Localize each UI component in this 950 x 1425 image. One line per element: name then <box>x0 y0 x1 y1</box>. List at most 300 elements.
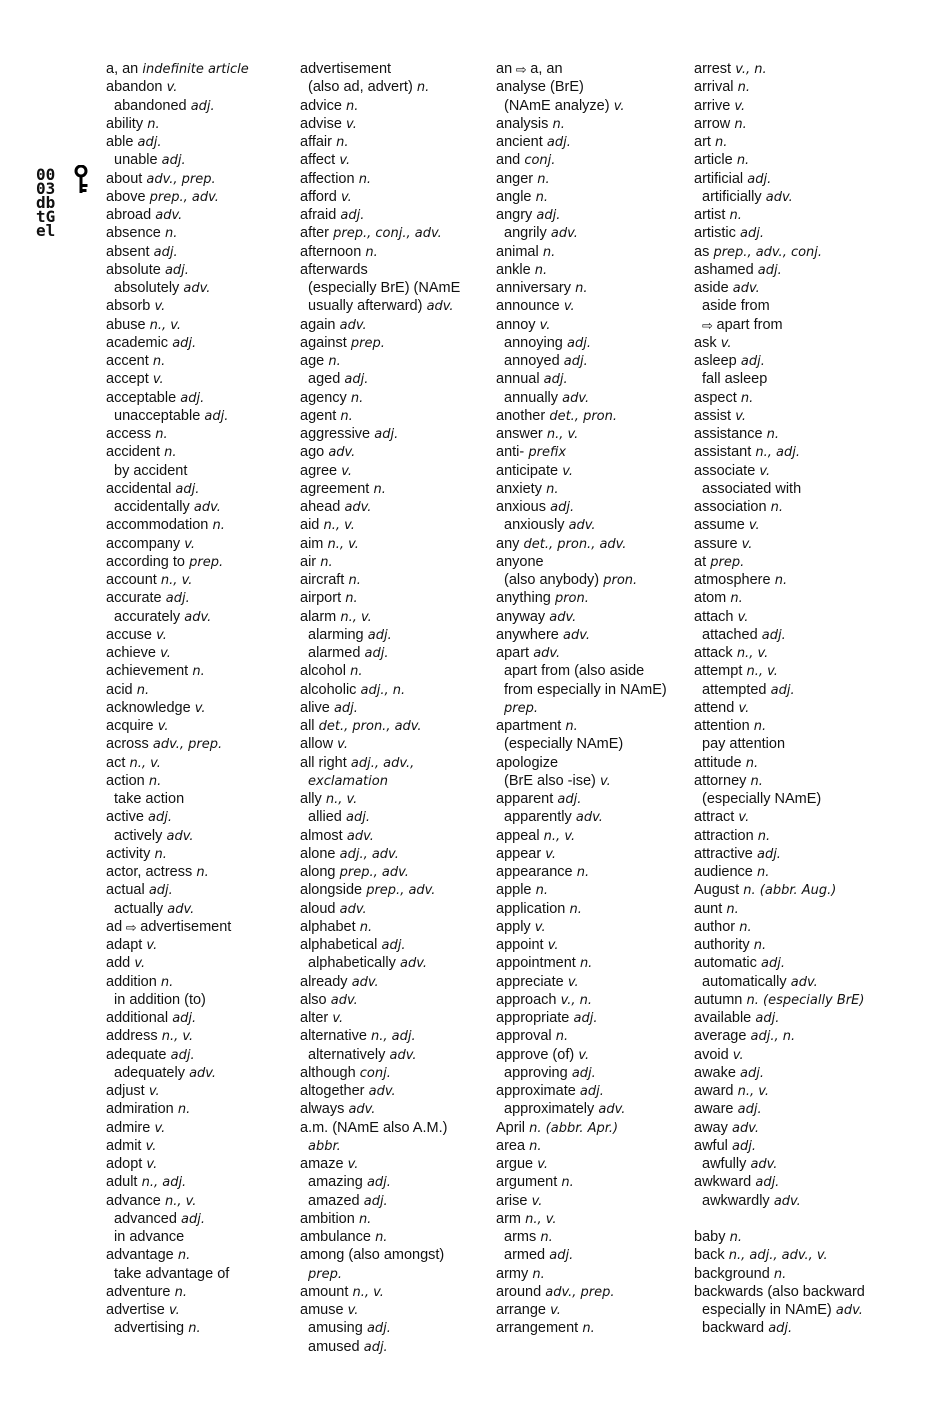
dictionary-entry <box>300 735 460 753</box>
headword: add <box>106 955 131 972</box>
dictionary-entry <box>300 188 460 206</box>
headword: action <box>106 772 145 789</box>
headword: pay attention <box>702 736 786 753</box>
part-of-speech: n., v. <box>520 1211 557 1227</box>
headword: admit <box>106 1137 142 1154</box>
dictionary-entry <box>496 863 667 881</box>
dictionary-entry <box>106 626 249 644</box>
dictionary-entry <box>496 462 667 480</box>
dictionary-entry <box>300 790 460 808</box>
part-of-speech: n. <box>710 135 728 150</box>
headword: arrive <box>694 97 731 114</box>
part-of-speech: pron. <box>550 591 589 607</box>
dictionary-entry <box>106 188 249 206</box>
part-of-speech: n. <box>156 974 174 990</box>
dictionary-entry <box>300 1246 460 1264</box>
headword: take advantage of <box>114 1265 230 1282</box>
headword: awful <box>694 1137 728 1154</box>
part-of-speech: v. <box>150 299 166 315</box>
part-of-speech: n. <box>570 281 588 296</box>
part-of-speech: v. <box>543 938 559 953</box>
part-of-speech: n. <box>557 1175 574 1191</box>
dictionary-entry <box>694 1082 865 1100</box>
part-of-speech: n., v. <box>539 828 576 844</box>
headword: and <box>496 152 521 169</box>
headword: aggressive <box>300 426 371 442</box>
dictionary-entry <box>694 1192 865 1210</box>
dictionary-entry <box>694 918 865 936</box>
dictionary-entry <box>496 681 667 699</box>
dictionary-entry <box>300 1027 460 1045</box>
dictionary-entry <box>300 571 460 589</box>
dictionary-entry <box>106 224 249 242</box>
headword: approximately <box>504 1101 595 1118</box>
dictionary-entry <box>106 735 249 753</box>
part-of-speech: n., v. <box>156 573 193 588</box>
part-of-speech: v. <box>541 846 557 862</box>
dictionary-entry <box>496 1210 667 1228</box>
part-of-speech: v. <box>734 810 750 826</box>
dictionary-entry <box>106 973 249 991</box>
dictionary-entry <box>694 243 865 261</box>
dictionary-entry <box>106 808 249 826</box>
headword: afternoon <box>300 243 362 260</box>
part-of-speech: adv. <box>558 390 590 406</box>
part-of-speech: adv. <box>769 1193 801 1209</box>
headword: apartment <box>496 718 562 734</box>
dictionary-entry <box>496 279 667 297</box>
part-of-speech: adj. <box>377 938 406 953</box>
headword: advertise <box>106 1302 165 1318</box>
headword: actor, actress <box>106 864 193 880</box>
dictionary-entry <box>496 754 667 772</box>
headword: almost <box>300 827 343 844</box>
headword: addition <box>106 973 157 990</box>
part-of-speech: n., v. <box>160 1193 197 1209</box>
dictionary-entry <box>496 1246 667 1264</box>
dictionary-entry <box>694 462 865 480</box>
part-of-speech: conj. <box>520 153 556 169</box>
headword: affection <box>300 170 355 187</box>
headword: appear <box>496 845 542 862</box>
dictionary-entry <box>300 1338 460 1356</box>
part-of-speech: adj. <box>727 1138 756 1154</box>
dictionary-entry <box>496 991 667 1009</box>
dictionary-entry <box>106 60 249 78</box>
part-of-speech: n. <box>336 408 353 424</box>
dictionary-entry <box>694 370 865 388</box>
headword: aid <box>300 517 320 534</box>
dictionary-entry <box>694 954 865 972</box>
dictionary-entry <box>694 352 865 370</box>
dictionary-entry <box>300 1173 460 1191</box>
part-of-speech: n., v. <box>321 792 358 807</box>
part-of-speech: n. <box>752 865 770 880</box>
headword: apple <box>496 882 532 899</box>
headword: apparent <box>496 791 554 807</box>
part-of-speech: adv., prep. <box>148 737 223 753</box>
dictionary-entry <box>300 1210 460 1228</box>
headword: April <box>496 1119 526 1136</box>
part-of-speech: prefix <box>524 445 567 461</box>
part-of-speech: adj., n. <box>746 1029 796 1045</box>
headword: aloud <box>300 900 336 917</box>
headword: activity <box>106 845 151 862</box>
part-of-speech: det., pron. <box>545 408 617 424</box>
headword: airport <box>300 590 342 607</box>
part-of-speech: adv. <box>529 646 561 661</box>
part-of-speech: v., n. <box>556 992 593 1008</box>
headword: (especially NAmE) <box>702 791 822 807</box>
headword: anti- <box>496 444 525 461</box>
headword: apply <box>496 918 531 935</box>
headword: unable <box>114 152 158 169</box>
dictionary-entry <box>106 407 249 425</box>
dictionary-entry <box>106 1119 249 1137</box>
headword: admire <box>106 1119 151 1136</box>
headword: accept <box>106 371 149 388</box>
part-of-speech: n. (abbr. Apr.) <box>525 1120 619 1136</box>
dictionary-entry <box>106 1319 249 1337</box>
headword: awkwardly <box>702 1192 770 1209</box>
dictionary-entry <box>496 1119 667 1137</box>
headword: anxiety <box>496 480 542 497</box>
dictionary-entry <box>496 1046 667 1064</box>
part-of-speech: adv. <box>347 974 379 990</box>
headword: anniversary <box>496 280 571 296</box>
headword: (also ad, advert) <box>308 79 413 96</box>
dictionary-entry <box>694 1228 865 1246</box>
headword: any <box>496 535 520 552</box>
dictionary-entry <box>496 571 667 589</box>
dictionary-entry <box>106 1265 249 1283</box>
dictionary-entry <box>496 443 667 461</box>
headword: authority <box>694 937 750 953</box>
dictionary-entry <box>300 863 460 881</box>
dictionary-entry <box>496 316 667 334</box>
headword: according to <box>106 553 185 570</box>
dictionary-entry <box>106 97 249 115</box>
part-of-speech: n. <box>530 262 548 278</box>
dictionary-entry <box>694 224 865 242</box>
dictionary-entry <box>496 1301 667 1319</box>
headword: alarm <box>300 608 337 625</box>
dictionary-entry <box>694 60 865 78</box>
part-of-speech: adj. <box>340 372 369 388</box>
dictionary-entry <box>694 170 865 188</box>
headword: approve (of) <box>496 1046 575 1063</box>
part-of-speech: n., v. <box>125 755 161 771</box>
headword: appearance <box>496 864 573 880</box>
dictionary-entry <box>106 918 249 936</box>
headword: attempted <box>702 681 767 698</box>
headword: against <box>300 334 347 351</box>
dictionary-entry <box>106 170 249 188</box>
part-of-speech: adv. <box>335 901 367 917</box>
part-of-speech: adv. <box>728 281 760 296</box>
headword: accuse <box>106 626 152 643</box>
headword: aged <box>308 371 341 388</box>
dictionary-entry <box>106 699 249 717</box>
dictionary-entry <box>300 1119 460 1137</box>
headword: aircraft <box>300 572 345 588</box>
headword: (especially NAmE) <box>504 736 624 753</box>
headword: artificially <box>702 188 762 205</box>
dictionary-entry <box>106 1192 249 1210</box>
headword: attached <box>702 626 758 643</box>
headword: accent <box>106 353 149 369</box>
dictionary-entry <box>496 1009 667 1027</box>
dictionary-entry <box>106 498 249 516</box>
headword: altogether <box>300 1083 365 1099</box>
headword: accidental <box>106 480 172 497</box>
dictionary-entry <box>106 954 249 972</box>
part-of-speech: n., v. <box>336 609 372 625</box>
headword: actively <box>114 827 163 844</box>
part-of-speech: n. <box>726 591 743 607</box>
cross-reference: advertisement <box>140 918 232 935</box>
dictionary-entry <box>106 1064 249 1082</box>
part-of-speech: n. <box>753 828 771 844</box>
dictionary-entry <box>694 480 865 498</box>
headword: association <box>694 499 767 515</box>
dictionary-entry <box>300 936 460 954</box>
headword: autumn <box>694 991 743 1008</box>
dictionary-entry <box>300 608 460 626</box>
headword: announce <box>496 298 560 315</box>
headword: about <box>106 170 143 187</box>
dictionary-entry <box>106 608 249 626</box>
headword: accurate <box>106 590 162 607</box>
dictionary-entry <box>496 1283 667 1301</box>
dictionary-entry <box>106 297 249 315</box>
headword: ally <box>300 791 322 807</box>
headword: attraction <box>694 827 754 844</box>
headword: appointment <box>496 955 576 972</box>
dictionary-entry <box>694 1265 865 1283</box>
headword: advance <box>106 1192 161 1209</box>
part-of-speech: v. <box>595 773 611 789</box>
headword: abuse <box>106 316 146 333</box>
headword: amuse <box>300 1302 344 1318</box>
part-of-speech: n. <box>341 591 358 607</box>
dictionary-entry <box>106 389 249 407</box>
headword: agent <box>300 407 337 424</box>
dictionary-entry <box>694 699 865 717</box>
dictionary-entry <box>106 845 249 863</box>
part-of-speech: n. (abbr. Aug.) <box>739 883 837 899</box>
headword: appoint <box>496 937 544 953</box>
dictionary-entry <box>694 845 865 863</box>
dictionary-entry <box>106 662 249 680</box>
dictionary-entry <box>694 261 865 279</box>
dictionary-entry <box>694 626 865 644</box>
headword: affect <box>300 152 336 169</box>
dictionary-entry <box>106 115 249 133</box>
dictionary-entry <box>106 644 249 662</box>
dictionary-entry <box>496 553 667 571</box>
part-of-speech: v. <box>162 80 178 96</box>
headword: although <box>300 1064 356 1081</box>
headword: audience <box>694 864 753 880</box>
headword: by accident <box>114 462 188 479</box>
headword: ambulance <box>300 1229 371 1245</box>
dictionary-entry <box>694 334 865 352</box>
dictionary-entry <box>694 863 865 881</box>
headword: assistant <box>694 444 752 461</box>
dictionary-entry <box>300 1009 460 1027</box>
dictionary-entry <box>300 133 460 151</box>
dictionary-entry <box>106 78 249 96</box>
headword: August <box>694 882 740 899</box>
headword: back <box>694 1247 725 1264</box>
dictionary-entry <box>694 1137 865 1155</box>
headword: anyway <box>496 608 546 625</box>
part-of-speech: adj. <box>567 1065 596 1081</box>
cross-reference: a, an <box>530 61 563 77</box>
part-of-speech: n. <box>354 1211 372 1227</box>
headword: approval <box>496 1028 552 1045</box>
part-of-speech: adv. <box>831 1303 863 1318</box>
part-of-speech: v. <box>535 317 551 333</box>
headword: backwards (also backward <box>694 1283 865 1300</box>
part-of-speech: adj. <box>186 98 215 114</box>
headword: adapt <box>106 937 143 953</box>
headword: absorb <box>106 298 151 315</box>
headword: air <box>300 553 317 570</box>
part-of-speech: v. <box>142 1157 158 1172</box>
headword: accompany <box>106 535 181 552</box>
part-of-speech: adj. <box>176 390 205 406</box>
part-of-speech: n. <box>173 1248 191 1264</box>
dictionary-entry <box>106 480 249 498</box>
headword: artist <box>694 207 726 223</box>
dictionary-entry <box>496 115 667 133</box>
headword: attitude <box>694 754 742 771</box>
part-of-speech: v. <box>141 1138 157 1154</box>
dictionary-entry <box>106 1009 249 1027</box>
dictionary-entry <box>106 1137 249 1155</box>
part-of-speech: adj., adv. <box>335 846 399 862</box>
headword: assure <box>694 535 738 552</box>
dictionary-entry <box>694 754 865 772</box>
headword: anyone <box>496 553 544 570</box>
part-of-speech: prep., conj., adv. <box>329 226 442 242</box>
dictionary-entry <box>694 662 865 680</box>
headword: amount <box>300 1283 349 1300</box>
headword: adopt <box>106 1156 143 1172</box>
dictionary-entry <box>300 60 460 78</box>
part-of-speech: n. <box>565 901 582 917</box>
part-of-speech: n. <box>538 244 556 260</box>
part-of-speech: n. <box>361 244 378 260</box>
dictionary-entry <box>106 772 249 790</box>
part-of-speech: pron. <box>599 573 638 588</box>
spine-label: 0003dbtGel <box>36 165 56 240</box>
part-of-speech: adj., n. <box>356 682 406 698</box>
part-of-speech: n. <box>578 1321 595 1337</box>
part-of-speech: adj. <box>542 135 571 150</box>
headword: advertising <box>114 1320 185 1337</box>
dictionary-entry <box>694 1301 865 1319</box>
part-of-speech: v. <box>148 372 164 388</box>
headword: across <box>106 736 149 753</box>
headword: affair <box>300 134 332 150</box>
dictionary-entry <box>694 717 865 735</box>
dictionary-entry <box>106 553 249 571</box>
part-of-speech: prep., adv., conj. <box>709 244 823 260</box>
headword: alarming <box>308 626 364 643</box>
dictionary-entry <box>300 1046 460 1064</box>
dictionary-entry <box>496 370 667 388</box>
headword: aspect <box>694 389 737 406</box>
dictionary-entry <box>300 754 460 772</box>
headword: at <box>694 553 707 570</box>
headword: achievement <box>106 663 189 680</box>
dictionary-entry <box>694 1027 865 1045</box>
part-of-speech: indefinite article <box>138 62 249 77</box>
headword: especially in NAmE) <box>702 1302 832 1318</box>
headword: adult <box>106 1174 138 1191</box>
dictionary-entry <box>106 827 249 845</box>
dictionary-entry <box>694 279 865 297</box>
headword: access <box>106 426 152 442</box>
part-of-speech: adj. <box>545 1248 574 1264</box>
headword: alternatively <box>308 1046 386 1063</box>
part-of-speech: v. <box>190 700 206 716</box>
headword: after <box>300 225 330 242</box>
part-of-speech: n. <box>192 865 209 880</box>
headword: ad <box>106 918 123 935</box>
part-of-speech: v. <box>559 299 575 315</box>
headword: act <box>106 754 126 771</box>
dictionary-entry <box>106 243 249 261</box>
dictionary-entry <box>106 462 249 480</box>
dictionary-entry <box>496 1082 667 1100</box>
headword: arms <box>504 1229 537 1245</box>
headword: apparently <box>504 809 572 826</box>
part-of-speech: n. <box>369 481 386 497</box>
headword: arm <box>496 1210 521 1227</box>
headword: alcoholic <box>300 681 357 698</box>
headword: in advance <box>114 1229 185 1245</box>
dictionary-entry <box>106 206 249 224</box>
part-of-speech: n. <box>188 664 205 680</box>
part-of-speech: n. <box>732 153 750 169</box>
part-of-speech: adj. <box>176 1211 205 1227</box>
headword: associate <box>694 462 756 479</box>
headword: angry <box>496 207 533 223</box>
cross-reference: apart from <box>716 316 783 333</box>
headword: all right <box>300 754 347 771</box>
headword: ago <box>300 444 325 461</box>
dictionary-entry <box>694 1319 865 1337</box>
headword: advertisement <box>300 61 392 77</box>
dictionary-entry <box>496 1265 667 1283</box>
headword: approving <box>504 1064 568 1081</box>
headword: attempt <box>694 663 743 680</box>
part-of-speech: v. <box>153 719 169 734</box>
dictionary-entry <box>300 1064 460 1082</box>
dictionary-entry <box>694 1246 865 1264</box>
headword: among (also amongst) <box>300 1247 445 1264</box>
dictionary-entry <box>106 370 249 388</box>
dictionary-entry <box>694 1100 865 1118</box>
part-of-speech: adj. <box>751 1011 780 1026</box>
dictionary-entry <box>496 334 667 352</box>
part-of-speech: v. <box>150 1120 166 1136</box>
part-of-speech: n., v. <box>733 1084 770 1099</box>
